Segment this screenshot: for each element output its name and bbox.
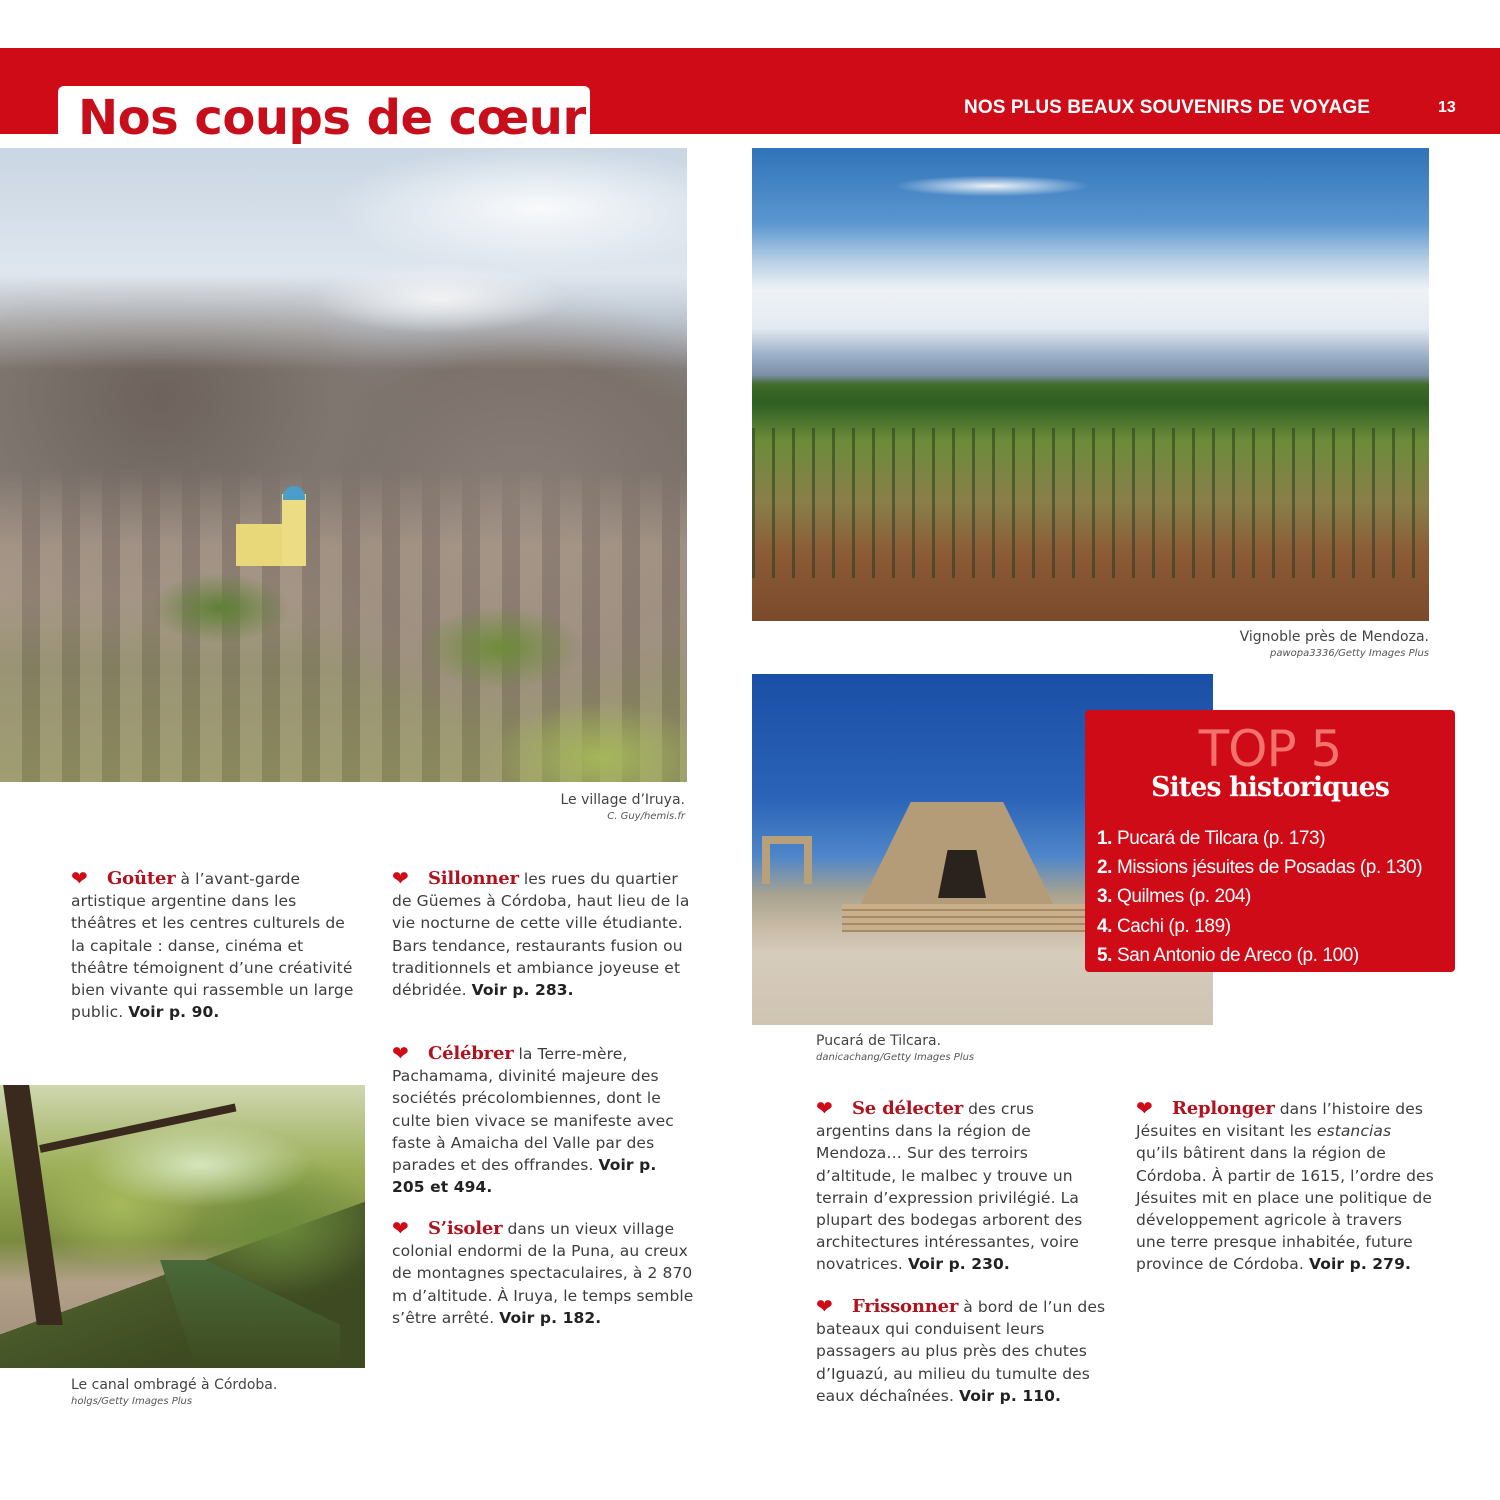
item-number: 2. (1097, 857, 1113, 879)
photo-credit: holgs/Getty Images Plus (71, 1396, 193, 1407)
running-head: NOS PLUS BEAUX SOUVENIRS DE VOYAGE (964, 97, 1371, 118)
top5-box (1085, 710, 1455, 972)
heart-icon: ❤ (392, 1216, 409, 1240)
item-number: 3. (1097, 886, 1113, 908)
top5-item (1097, 882, 1422, 911)
entry-text: qu’ils bâtirent dans la région de Córdoba. À partir de 1615, l’ordre des Jésuites mit en place une politique de développement agricole à travers une terre presque inhabitée, future province de Córdoba. (1136, 1144, 1434, 1274)
village-houses (0, 468, 687, 782)
heart-icon: ❤ (816, 1294, 833, 1318)
caption-title: Le village d’Iruya. (560, 792, 685, 808)
entry-text: la Terre-mère, Pachamama, divinité majeure des sociétés précolombiennes, dont le culte bien vivace se manifeste avec faste à Amaicha del Valle par des parades et des offrandes. (392, 1045, 674, 1175)
caption-pucara (816, 1032, 1116, 1066)
top5-subheading: Sites historiques (1151, 772, 1389, 803)
item-number: 4. (1097, 915, 1113, 937)
item-text: Quilmes (p. 204) (1116, 886, 1251, 908)
page-reference: Voir p. 182. (499, 1308, 602, 1327)
top5-heading: TOP 5 (1198, 720, 1342, 778)
entry-isoler (392, 1217, 694, 1329)
entry-text: dans un vieux village colonial endormi de la Puna, au creux de montagnes spectaculaires, à 2 870 m d’altitude. À Iruya, le temps semble s’être arrêté. (392, 1220, 694, 1327)
entry-text: à l’avant-garde artistique argentine dans les théâtres et les centres culturels de la capitale : danse, cinéma et théâtre témoignent d’une créativité bien vivante qui rassemble un large public. (71, 870, 354, 1022)
entry-delecter (816, 1097, 1101, 1276)
photo-canal-cordoba (0, 1085, 365, 1368)
item-number: 5. (1097, 944, 1113, 966)
entry-verb: S’isoler (428, 1218, 503, 1239)
heart-icon: ❤ (71, 866, 88, 890)
entry-verb: Frissonner (852, 1296, 959, 1317)
page-reference: Voir p. 279. (1308, 1255, 1411, 1274)
page-reference: Voir p. 90. (128, 1003, 220, 1022)
item-number: 1. (1097, 828, 1113, 849)
caption-title: Vignoble près de Mendoza. (1239, 629, 1429, 645)
caption-title: Pucará de Tilcara. (816, 1033, 942, 1049)
page-number: 13 (1438, 99, 1456, 116)
tree-branch (39, 1104, 236, 1153)
heart-icon: ❤ (1136, 1096, 1153, 1120)
caption-iruya (430, 791, 685, 825)
top5-item (1097, 912, 1422, 941)
canal-water (160, 1260, 340, 1368)
stone-steps (842, 904, 1092, 932)
caption-canal (71, 1376, 361, 1410)
entry-text: les rues du quartier de Güemes à Córdoba, haut lieu de la vie nocturne de cette ville étudiante. Bars tendance, restaurants fusion ou traditionnels et ambiance joyeuse et débridée. (392, 870, 690, 1000)
caption-title: Le canal ombragé à Córdoba. (71, 1377, 278, 1393)
entry-text: à bord de l’un des bateaux qui conduisent leurs passagers au plus près des chutes d’Iguazú, au milieu du tumulte des eaux déchaînées. (816, 1298, 1106, 1405)
entry-text: des crus argentins dans la région de Mendoza… Sur des terroirs d’altitude, le malbec y trouve un terrain d’expression privilégié. La plupart des bodegas arborent des architectures intéressantes, voire novatrices. (816, 1100, 1083, 1274)
item-text: Pucará de Tilcara (p. 173) (1116, 828, 1326, 849)
entry-verb: Replonger (1172, 1098, 1275, 1119)
tree-trunk (3, 1085, 63, 1325)
heart-icon: ❤ (392, 1041, 409, 1065)
top5-item (1097, 853, 1422, 882)
entry-text-italic: estancias (1316, 1122, 1392, 1141)
page-reference: Voir p. 205 et 494. (392, 1156, 657, 1197)
entry-text: dans l’histoire des Jésuites en visitant les (1136, 1100, 1424, 1141)
page-reference: Voir p. 283. (471, 981, 574, 1000)
item-text: Missions jésuites de Posadas (p. 130) (1116, 857, 1423, 879)
entry-gouter (71, 867, 363, 1023)
photo-credit: danicachang/Getty Images Plus (816, 1052, 975, 1063)
heart-icon: ❤ (392, 866, 409, 890)
vine-rows (752, 428, 1429, 578)
caption-vineyard (1130, 628, 1429, 662)
photo-credit: pawopa3336/Getty Images Plus (1270, 648, 1429, 659)
photo-vineyard-mendoza (752, 148, 1429, 621)
stone-arch (762, 836, 812, 884)
photo-credit: C. Guy/hemis.fr (607, 811, 685, 822)
entry-sillonner (392, 867, 692, 1001)
top5-list (1097, 824, 1422, 970)
page-reference: Voir p. 110. (959, 1386, 1061, 1405)
page-title: Nos coups de cœur (78, 90, 586, 146)
entry-frissonner (816, 1295, 1106, 1407)
heart-icon: ❤ (816, 1096, 833, 1120)
entry-verb: Goûter (107, 868, 176, 889)
item-text: Cachi (p. 189) (1116, 915, 1231, 937)
entry-replonger (1136, 1097, 1436, 1276)
page-reference: Voir p. 230. (907, 1255, 1010, 1274)
entry-verb: Se délecter (852, 1098, 964, 1119)
top5-item (1097, 824, 1422, 853)
top5-item (1097, 941, 1422, 970)
church-tower (282, 494, 306, 566)
photo-iruya-village (0, 148, 687, 782)
entry-celebrer (392, 1042, 682, 1198)
entry-verb: Sillonner (428, 868, 519, 889)
item-text: San Antonio de Areco (p. 100) (1116, 944, 1359, 966)
entry-verb: Célébrer (428, 1043, 514, 1064)
